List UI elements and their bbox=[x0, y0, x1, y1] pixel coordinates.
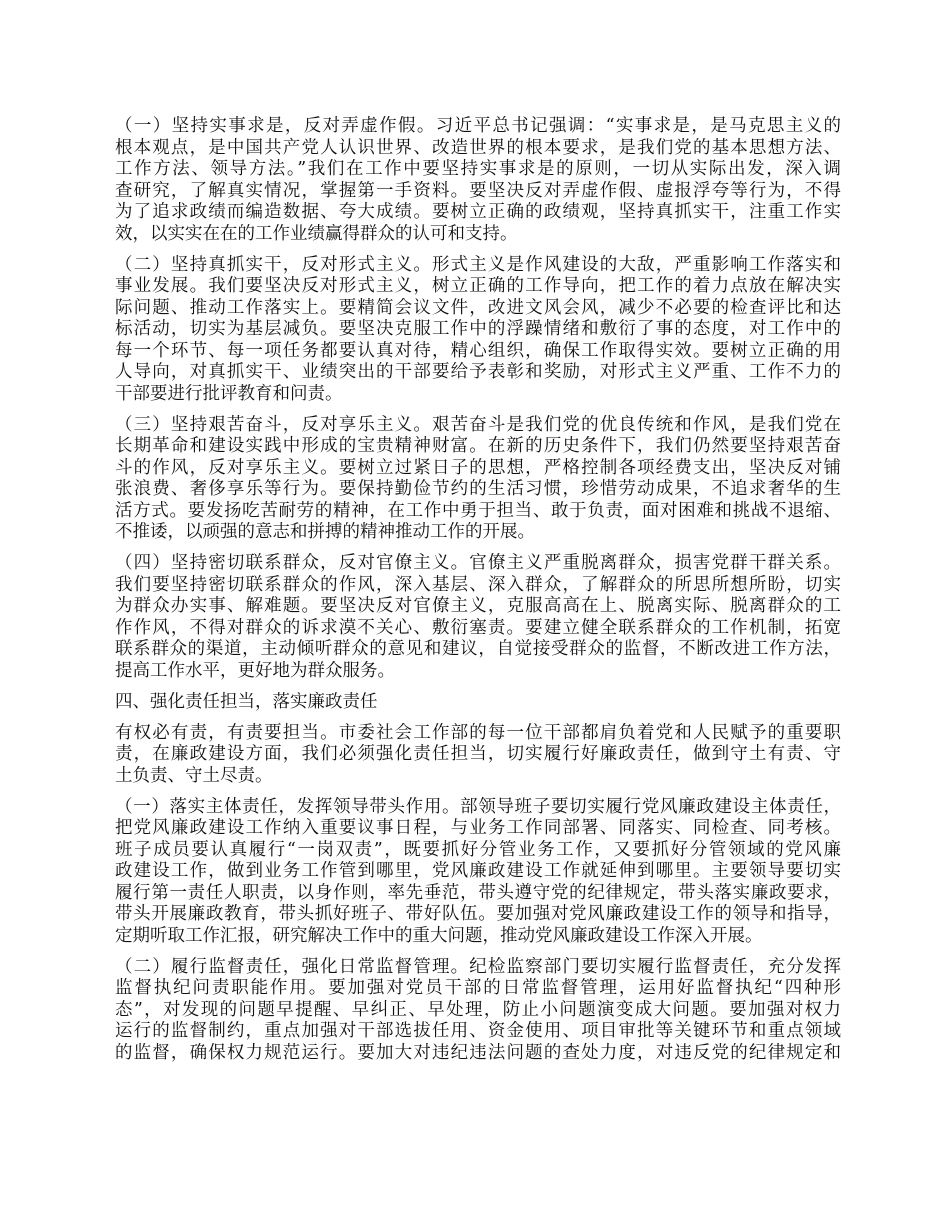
text-line: 工作方法、领导方法。”我们在工作中要坚持实事求是的原则，一切从实际出发，深入调 bbox=[115, 159, 841, 179]
text-line: （四）坚持密切联系群众，反对官僚主义。官僚主义严重脱离群众，损害党群干群关系。 bbox=[115, 553, 841, 573]
text-line: 作作风，不得对群众的诉求漠不关心、敷衍塞责。要建立健全联系群众的工作机制，拓宽 bbox=[115, 617, 841, 638]
text-line: 活方式。要发扬吃苦耐劳的精神，在工作中勇于担当、敢于负责，面对困难和挑战不退缩、 bbox=[115, 500, 841, 521]
text-line: 有权必有责，有责要担当。市委社会工作部的每一位干部都肩负着党和人民赋予的重要职 bbox=[115, 722, 841, 743]
text-line: 运行的监督制约，重点加强对干部选拔任用、资金使用、项目审批等关键环节和重点领域 bbox=[115, 1021, 841, 1041]
text-line: 每一个环节、每一项任务都要认真对待，精心组织，确保工作取得实效。要树立正确的用 bbox=[115, 340, 841, 361]
text-line: 班子成员要认真履行“一岗双责”，既要抓好分管业务工作，又要抓好分管领域的党风廉 bbox=[115, 839, 841, 860]
text-line: 张浪费、奢侈享乐等行为。要保持勤俭节约的生活习惯，珍惜劳动成果，不追求奢华的生 bbox=[115, 479, 841, 499]
paragraph bbox=[115, 957, 841, 1065]
text-line: 标活动，切实为基层减负。要坚决克服工作中的浮躁情绪和敷衍了事的态度，对工作中的 bbox=[115, 319, 841, 339]
text-line: 联系群众的渠道，主动倾听群众的意见和建议，自觉接受群众的监督，不断改进工作方法， bbox=[115, 639, 841, 659]
document-body bbox=[115, 116, 841, 1074]
text-line: 长期革命和建设实践中形成的宝贵精神财富。在新的历史条件下，我们仍然要坚持艰苦奋 bbox=[115, 436, 841, 456]
text-line: 斗的作风，反对享乐主义。要树立过紧日子的思想，严格控制各项经费支出，坚决反对铺 bbox=[115, 457, 841, 478]
paragraph bbox=[115, 553, 841, 682]
text-line: 效，以实实在在的工作业绩赢得群众的认可和支持。 bbox=[115, 223, 518, 244]
text-line: 政建设工作，做到业务工作管到哪里，党风廉政建设工作就延伸到哪里。主要领导要切实 bbox=[115, 861, 841, 881]
paragraph bbox=[115, 415, 841, 544]
text-line: 我们要坚持密切联系群众的作风，深入基层、深入群众，了解群众的所思所想所盼，切实 bbox=[115, 574, 841, 595]
text-line: （三）坚持艰苦奋斗，反对享乐主义。艰苦奋斗是我们党的优良传统和作风，是我们党在 bbox=[115, 414, 841, 435]
text-line: 监督执纪问责职能作用。要加强对党员干部的日常监督管理，运用好监督执纪“四种形 bbox=[115, 978, 841, 998]
paragraph bbox=[115, 723, 841, 788]
text-line: 为群众办实事、解难题。要坚决反对官僚主义，克服高高在上、脱离实际、脱离群众的工 bbox=[115, 596, 841, 616]
text-line: 为了追求政绩而编造数据、夸大成绩。要树立正确的政绩观，坚持真抓实干，注重工作实 bbox=[115, 202, 841, 222]
text-line: 带头开展廉政教育，带头抓好班子、带好队伍。要加强对党风廉政建设工作的领导和指导， bbox=[115, 904, 841, 924]
text-line: （二）履行监督责任，强化日常监督管理。纪检监察部门要切实履行监督责任，充分发挥 bbox=[115, 956, 841, 977]
text-line: （二）坚持真抓实干，反对形式主义。形式主义是作风建设的大敌，严重影响工作落实和 bbox=[115, 254, 841, 275]
text-line: 干部要进行批评教育和问责。 bbox=[115, 383, 343, 404]
text-line: 际问题、推动工作落实上。要精简会议文件，改进文风会风，减少不必要的检查评比和达 bbox=[115, 297, 841, 318]
section-heading bbox=[115, 692, 841, 714]
text-line: 不推诿，以顽强的意志和拼搏的精神推动工作的开展。 bbox=[115, 522, 535, 542]
text-line: 的监督，确保权力规范运行。要加大对违纪违法问题的查处力度，对违反党的纪律规定和 bbox=[115, 1042, 841, 1063]
text-line: 人导向，对真抓实干、业绩突出的干部要给予表彰和奖励，对形式主义严重、工作不力的 bbox=[115, 362, 841, 382]
text-line: 四、强化责任担当，落实廉政责任 bbox=[115, 691, 378, 712]
text-line: 查研究，了解真实情况，掌握第一手资料。要坚决反对弄虚作假、虚报浮夸等行为，不得 bbox=[115, 180, 841, 201]
text-line: 定期听取工作汇报，研究解决工作中的重大问题，推动党风廉政建设工作深入开展。 bbox=[115, 925, 763, 946]
text-line: 土负责、守土尽责。 bbox=[115, 765, 273, 786]
text-line: 履行第一责任人职责，以身作则，率先垂范，带头遵守党的纪律规定，带头落实廉政要求， bbox=[115, 882, 841, 903]
paragraph bbox=[115, 797, 841, 948]
text-line: 根本观点，是中国共产党人认识世界、改造世界的根本要求，是我们党的基本思想方法、 bbox=[115, 137, 841, 158]
text-line: （一）落实主体责任，发挥领导带头作用。部领导班子要切实履行党风廉政建设主体责任， bbox=[115, 796, 841, 817]
text-line: 责，在廉政建设方面，我们必须强化责任担当，切实履行好廉政责任，做到守土有责、守 bbox=[115, 744, 841, 764]
text-line: 提高工作水平，更好地为群众服务。 bbox=[115, 660, 395, 681]
text-line: 事业发展。我们要坚决反对形式主义，树立正确的工作导向，把工作的着力点放在解决实 bbox=[115, 276, 841, 296]
text-line: 态”，对发现的问题早提醒、早纠正、早处理，防止小问题演变成大问题。要加强对权力 bbox=[115, 999, 841, 1020]
text-line: （一）坚持实事求是，反对弄虚作假。习近平总书记强调：“实事求是，是马克思主义的 bbox=[115, 116, 841, 136]
paragraph bbox=[115, 255, 841, 406]
paragraph bbox=[115, 116, 841, 245]
text-line: 把党风廉政建设工作纳入重要议事日程，与业务工作同部署、同落实、同检查、同考核。 bbox=[115, 818, 841, 838]
